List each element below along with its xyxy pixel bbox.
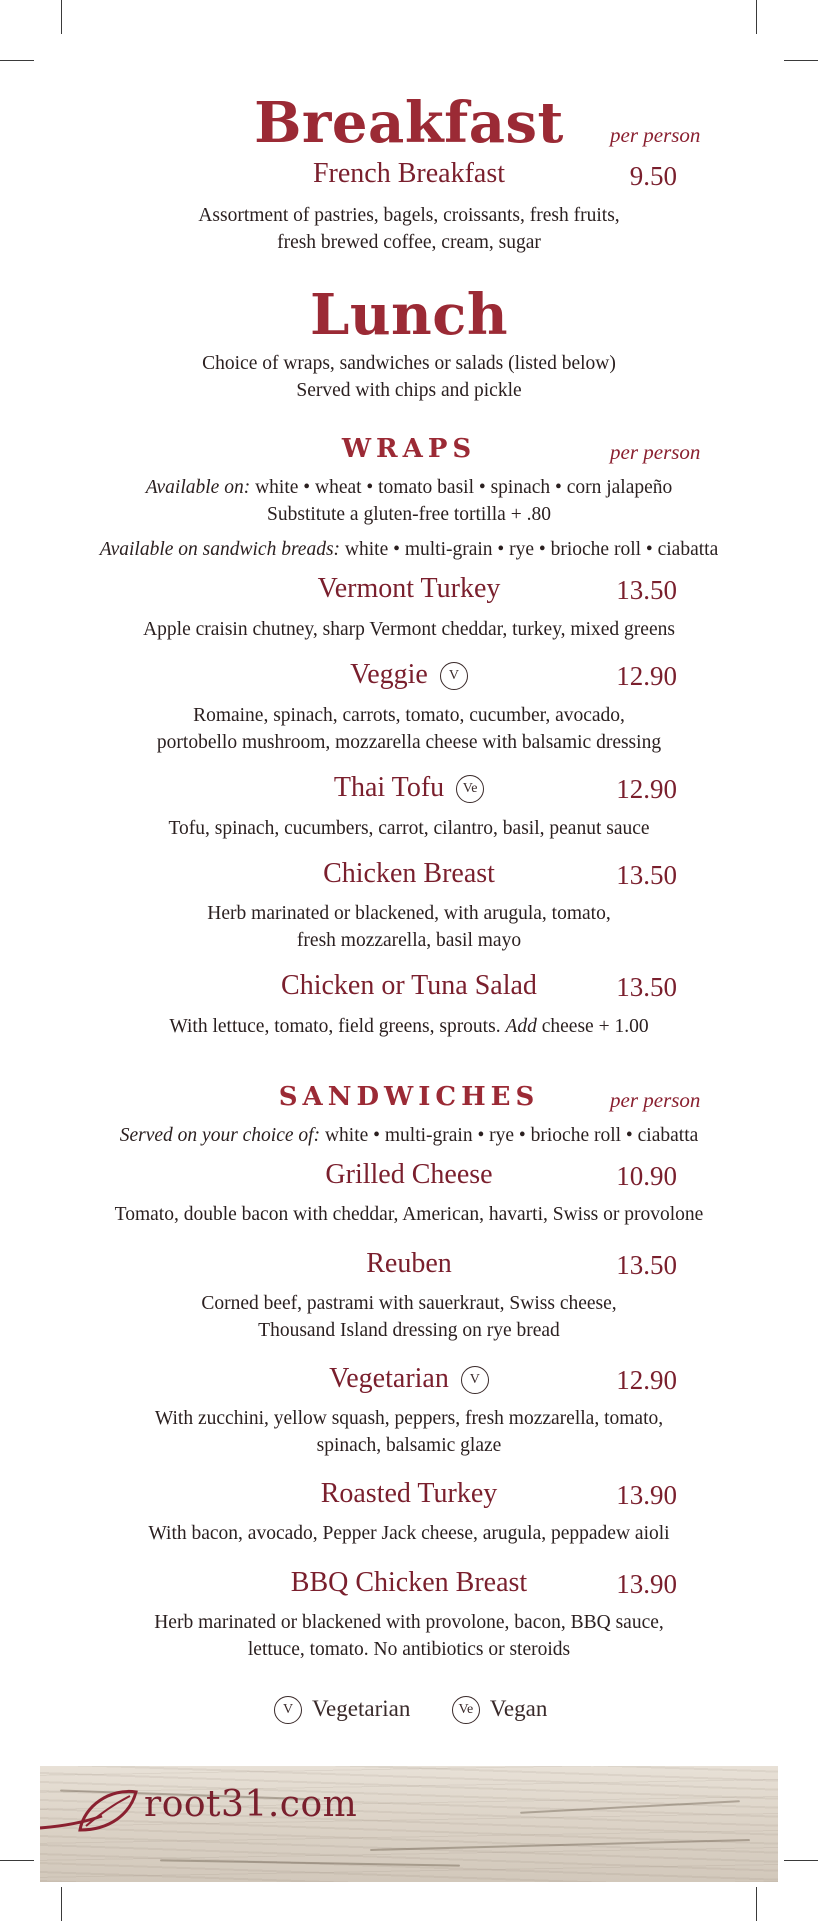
desc-line: portobello mushroom, mozzarella cheese with balsamic dressing <box>156 732 662 753</box>
wraps-availability <box>0 474 818 528</box>
menu-item-price: 9.50 <box>629 161 677 191</box>
wood-grain <box>520 1800 740 1814</box>
menu-item-price: 13.50 <box>616 972 677 1002</box>
desc-line: spinach, balsamic glaze <box>316 1435 502 1456</box>
menu-item-description <box>0 1290 818 1344</box>
menu-item-name: Vermont Turkey <box>317 573 501 604</box>
desc-text: cheese + 1.00 <box>536 1016 649 1037</box>
sandwiches-served-on <box>0 1122 818 1149</box>
menu-item-price: 13.50 <box>616 575 677 605</box>
menu-item-price: 12.90 <box>616 1365 677 1395</box>
served-label: Served on your choice of: <box>119 1125 321 1146</box>
menu-item-description: Apple craisin chutney, sharp Vermont cheddar, turkey, mixed greens <box>143 619 675 640</box>
desc-line: Thousand Island dressing on rye bread <box>258 1320 560 1341</box>
desc-line: Herb marinated or blackened with provolone, bacon, BBQ sauce, <box>154 1612 664 1633</box>
leaf-logo-icon <box>40 1786 150 1846</box>
menu-item-price: 12.90 <box>616 661 677 691</box>
menu-item-description <box>0 900 818 954</box>
crop-mark <box>61 0 62 34</box>
lunch-intro <box>0 350 818 404</box>
legend-label: Vegetarian <box>312 1696 411 1721</box>
desc-line: Assortment of pastries, bagels, croissants, fresh fruits, <box>198 205 620 226</box>
menu-item-name: French Breakfast <box>312 158 506 189</box>
menu-item-name: Roasted Turkey <box>320 1478 498 1509</box>
desc-line: lettuce, tomato. No antibiotics or steroids <box>247 1639 571 1660</box>
desc-line: Romaine, spinach, carrots, tomato, cucumber, avocado, <box>193 705 625 726</box>
bread-text: white • multi-grain • rye • brioche roll • ciabatta <box>340 539 719 560</box>
vegetarian-badge-icon: V <box>440 662 468 690</box>
item-name-text: Thai Tofu <box>333 772 445 803</box>
vegan-badge-icon: Ve <box>456 775 484 803</box>
intro-line: Served with chips and pickle <box>296 380 522 401</box>
footer-banner <box>40 1766 778 1882</box>
crop-mark <box>756 0 757 34</box>
wood-grain <box>160 1859 460 1866</box>
wraps-breads <box>0 536 818 563</box>
lunch-title: Lunch <box>309 282 509 348</box>
menu-item-name: BBQ Chicken Breast <box>290 1567 528 1598</box>
item-name-text: Veggie <box>350 659 428 690</box>
menu-item-name: Chicken or Tuna Salad <box>281 970 537 1001</box>
menu-item-price: 10.90 <box>616 1161 677 1191</box>
vegetarian-badge-icon: V <box>274 1696 302 1724</box>
avail-line <box>0 474 818 501</box>
desc-line: Corned beef, pastrami with sauerkraut, Swiss cheese, <box>201 1293 617 1314</box>
website-url[interactable]: root31.com <box>144 1784 358 1825</box>
menu-item-name: Grilled Cheese <box>325 1159 493 1190</box>
desc-line: fresh brewed coffee, cream, sugar <box>277 232 541 253</box>
wraps-per-person: per person <box>610 440 701 464</box>
desc-line: With zucchini, yellow squash, peppers, fresh mozzarella, tomato, <box>154 1408 664 1429</box>
dietary-legend <box>274 1696 547 1724</box>
sandwiches-title: SANDWICHES <box>278 1082 540 1112</box>
breakfast-per-person: per person <box>610 123 701 147</box>
crop-mark <box>756 1887 757 1921</box>
vegan-badge-icon: Ve <box>452 1696 480 1724</box>
menu-item-description <box>0 1609 818 1663</box>
crop-mark <box>784 60 818 61</box>
menu-item-description <box>0 702 818 756</box>
crop-mark <box>61 1887 62 1921</box>
menu-item-price: 12.90 <box>616 774 677 804</box>
menu-item-name: Reuben <box>366 1248 452 1279</box>
menu-item-price: 13.50 <box>616 860 677 890</box>
crop-mark <box>784 1860 818 1861</box>
menu-item-price: 13.50 <box>616 1250 677 1280</box>
crop-mark <box>0 1860 34 1861</box>
menu-item-price: 13.90 <box>616 1569 677 1599</box>
legend-label: Vegan <box>489 1696 548 1721</box>
menu-item-price: 13.90 <box>616 1480 677 1510</box>
avail-text: white • wheat • tomato basil • spinach • corn jalapeño <box>250 477 673 498</box>
desc-text: With lettuce, tomato, field greens, sprouts. <box>169 1016 506 1037</box>
item-name-text: Vegetarian <box>329 1363 449 1394</box>
sandwiches-per-person: per person <box>610 1088 701 1112</box>
menu-item-description: Tomato, double bacon with cheddar, American, havarti, Swiss or provolone <box>114 1204 704 1225</box>
menu-item-description <box>0 1013 818 1040</box>
menu-item-description: Tofu, spinach, cucumbers, carrot, cilantro, basil, peanut sauce <box>168 818 650 839</box>
vegetarian-badge-icon: V <box>461 1366 489 1394</box>
bread-label: Available on sandwich breads: <box>99 539 341 560</box>
breakfast-title: Breakfast <box>254 90 564 156</box>
menu-item-description: With bacon, avocado, Pepper Jack cheese, arugula, peppadew aioli <box>148 1523 670 1544</box>
crop-mark <box>0 60 34 61</box>
menu-item-description <box>0 1405 818 1459</box>
desc-line: fresh mozzarella, basil mayo <box>296 930 522 951</box>
menu-item-description <box>0 202 818 256</box>
desc-italic: Add <box>505 1016 537 1037</box>
intro-line: Choice of wraps, sandwiches or salads (listed below) <box>202 353 616 374</box>
menu-item-name: Chicken Breast <box>323 858 495 889</box>
substitute-line: Substitute a gluten-free tortilla + .80 <box>267 504 551 525</box>
wraps-title: WRAPS <box>341 434 477 464</box>
avail-label: Available on: <box>145 477 251 498</box>
served-text: white • multi-grain • rye • brioche roll • ciabatta <box>320 1125 699 1146</box>
wood-grain <box>370 1839 750 1851</box>
desc-line: Herb marinated or blackened, with arugula, tomato, <box>207 903 611 924</box>
